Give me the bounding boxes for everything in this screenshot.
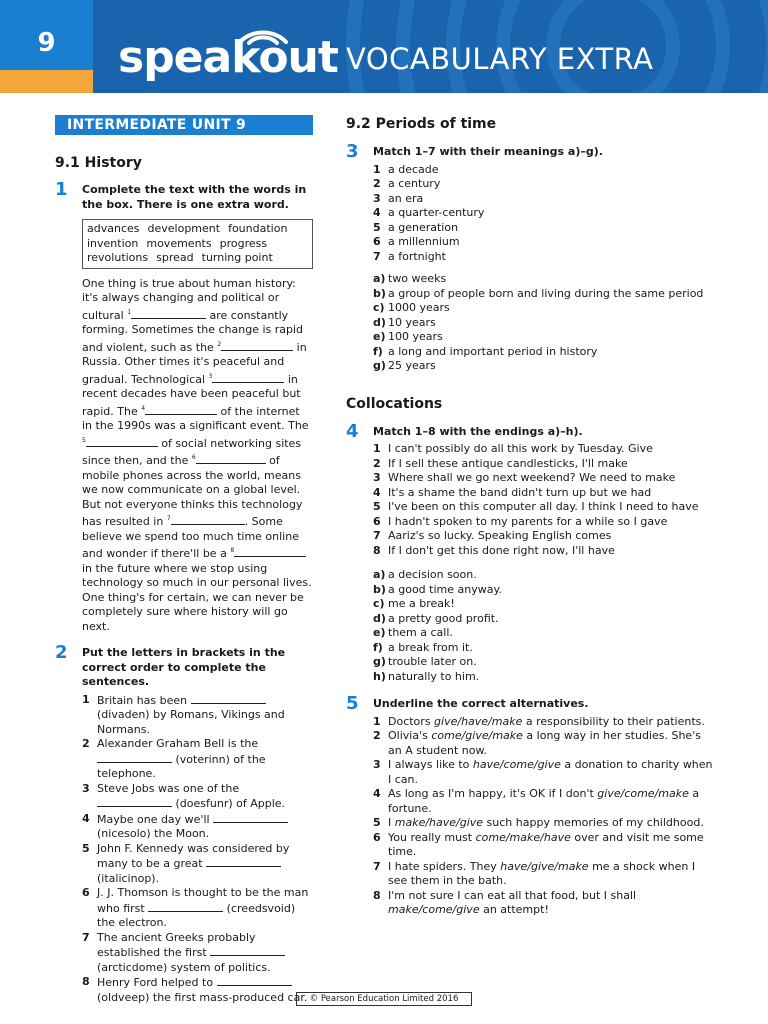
list-item <box>82 782 313 812</box>
item-text: such happy memories of my childhood. <box>483 816 704 829</box>
item-text: 100 years <box>388 330 443 343</box>
list-item <box>373 612 716 627</box>
list-item <box>373 655 716 670</box>
word-box-item: progress <box>219 236 268 250</box>
unit-color-strip <box>0 70 93 93</box>
item-text: me a shock when I see them in the bath. <box>388 859 696 887</box>
item-number: 6 <box>373 514 381 528</box>
text-segment: of mobile phones across the world, means we now communicate on a global level. But not everyone thinks this technology has resulted in <box>82 454 303 528</box>
alternatives-choice[interactable]: give/come/make <box>597 787 689 800</box>
item-letter: f) <box>373 344 383 358</box>
item-text: (creedsvoid) the electron. <box>97 901 296 929</box>
list-item <box>373 287 716 302</box>
item-text: I hadn't spoken to my parents for a while so I gave <box>388 514 668 528</box>
list-item <box>373 568 716 583</box>
gap-blank[interactable] <box>210 945 285 956</box>
exercise-rubric: Put the letters in brackets in the correct order to complete the sentences. <box>82 646 286 688</box>
left-column <box>55 115 313 1005</box>
item-text: a long way in her studies. She's an A student now. <box>388 729 701 757</box>
item-text: Maybe one day we'll <box>97 812 214 826</box>
item-number: 7 <box>373 529 381 542</box>
gap-blank[interactable] <box>213 812 288 823</box>
list-item <box>373 816 716 831</box>
item-letter: g) <box>373 359 386 372</box>
gap-blank[interactable] <box>131 308 206 319</box>
item-number: 6 <box>373 830 381 844</box>
item-number: 4 <box>373 787 381 800</box>
item-letter: b) <box>373 286 386 300</box>
text-segment: of social networking sites since then, and the <box>82 436 302 467</box>
section-title-periods: 9.2 Periods of time <box>346 116 497 132</box>
item-text: (divaden) by Romans, Vikings and Normans. <box>97 708 285 736</box>
item-letter: e) <box>373 626 386 639</box>
word-box-item: turning point <box>201 251 273 264</box>
item-text: a generation <box>388 220 459 234</box>
item-text: You really must <box>388 830 476 844</box>
text-segment: in recent decades have been peaceful but rapid. The <box>82 372 301 418</box>
text-segment: . Some believe we spend too much time online and wonder if there'll be a <box>82 515 299 560</box>
gap-number: 6 <box>191 454 196 461</box>
item-text: a decade <box>388 162 439 176</box>
exercise-number: 4 <box>346 420 359 442</box>
list-item <box>82 931 313 976</box>
item-letter: c) <box>373 597 385 610</box>
item-text: two weeks <box>388 272 447 285</box>
item-text: (oldveep) the first mass-produced car. <box>97 990 308 1004</box>
alternatives-choice[interactable]: come/make/have <box>475 830 571 844</box>
item-number: 5 <box>373 220 381 234</box>
gap-number: 7 <box>166 515 171 522</box>
text-segment: are constantly forming. Sometimes the change is rapid and violent, such as the <box>82 308 304 354</box>
exercise-rubric: Underline the correct alternatives. <box>373 697 589 710</box>
list-item <box>373 250 716 265</box>
item-letter: a) <box>373 272 386 285</box>
alternatives-choice[interactable]: make/have/give <box>394 816 484 829</box>
gap-blank[interactable] <box>145 404 217 415</box>
item-number: 2 <box>373 456 381 470</box>
list-item <box>373 345 716 360</box>
item-text: As long as I'm happy, it's OK if I don't <box>388 787 598 800</box>
gap-blank[interactable] <box>97 752 172 763</box>
item-text: I'm not sure I can eat all that food, but I shall <box>388 888 637 902</box>
item-text: I've been on this computer all day. I think I need to have <box>388 500 699 513</box>
item-text: I can't possibly do all this work by Tuesday. Give <box>388 442 653 455</box>
item-letter: b) <box>373 582 386 596</box>
exercise-number: 1 <box>55 179 68 200</box>
item-text: me a break! <box>388 597 455 610</box>
word-box-item: revolutions <box>87 251 149 264</box>
exercise-3-items <box>373 163 716 265</box>
list-item <box>82 886 313 931</box>
word-box-item: foundation <box>228 222 288 235</box>
item-number: 6 <box>82 886 90 899</box>
list-item <box>373 515 716 530</box>
item-text: a break from it. <box>388 640 473 654</box>
item-text: J. J. Thomson is thought to be the man who first <box>97 886 309 915</box>
gap-blank[interactable] <box>191 693 266 704</box>
item-number: 5 <box>373 816 381 829</box>
item-text: John F. Kennedy was considered by many to be a great <box>97 841 290 870</box>
list-item <box>373 670 716 685</box>
list-item <box>373 235 716 250</box>
item-text: If I sell these antique candlesticks, I'll make <box>388 456 628 470</box>
list-item <box>373 831 716 860</box>
item-text: Britain has been <box>97 693 191 707</box>
item-text: 25 years <box>388 359 436 372</box>
item-letter: f) <box>373 640 383 654</box>
item-text: (doesfunr) of Apple. <box>172 797 286 810</box>
alternatives-choice[interactable]: give/have/make <box>434 714 523 728</box>
word-box-item: movements <box>146 236 212 250</box>
item-text: 1000 years <box>388 301 450 314</box>
item-text: Henry Ford helped to <box>97 976 217 989</box>
item-text: naturally to him. <box>388 669 480 683</box>
item-text: a fortnight <box>388 249 446 263</box>
list-item <box>373 529 716 544</box>
item-text: a group of people born and living during the same period <box>388 286 704 300</box>
item-letter: g) <box>373 655 386 668</box>
section-title-history: 9.1 History <box>55 155 142 171</box>
gap-number: 4 <box>141 404 146 412</box>
gap-blank[interactable] <box>97 796 172 807</box>
page-title: VOCABULARY EXTRA <box>346 42 654 76</box>
item-text: (nicesolo) the Moon. <box>97 827 210 840</box>
item-number: 7 <box>373 249 381 263</box>
text-segment: of the internet in the 1990s was a significant event. The <box>82 404 309 432</box>
item-text: Doctors <box>388 714 435 728</box>
list-item <box>82 737 313 782</box>
copyright-footer: © Pearson Education Limited 2016 <box>296 992 472 1006</box>
item-text: I <box>388 816 395 829</box>
item-text: It's a shame the band didn't turn up but we had <box>388 485 652 499</box>
list-item <box>373 301 716 316</box>
list-item <box>373 860 716 889</box>
exercise-5 <box>346 693 716 918</box>
exercise-5-items <box>373 715 716 918</box>
gap-number: 3 <box>208 372 213 380</box>
item-text: a donation to charity when I can. <box>388 758 713 786</box>
item-text: a responsibility to their patients. <box>522 714 705 728</box>
item-letter: d) <box>373 611 386 625</box>
gap-blank[interactable] <box>206 856 281 867</box>
exercise-4 <box>346 420 716 685</box>
exercise-1 <box>55 179 313 634</box>
unit-banner: INTERMEDIATE UNIT 9 <box>55 115 313 135</box>
item-text: over and visit me some time. <box>388 830 704 858</box>
list-item <box>373 758 716 787</box>
item-number: 8 <box>373 888 381 902</box>
list-item <box>82 812 313 842</box>
gap-number: 2 <box>217 340 222 348</box>
gap-blank[interactable] <box>171 514 245 525</box>
item-number: 3 <box>82 781 90 795</box>
item-text: a century <box>388 177 441 190</box>
list-item <box>373 486 716 501</box>
word-box-item: invention <box>87 236 139 250</box>
item-text: I always like to <box>388 758 473 771</box>
exercise-2-list <box>82 693 313 1006</box>
list-item <box>373 597 716 612</box>
item-letter: a) <box>373 568 386 581</box>
item-number: 6 <box>373 235 381 248</box>
item-text: The ancient Greeks probably established the first <box>97 930 256 959</box>
exercise-number: 2 <box>55 642 68 663</box>
item-text: a quarter-century <box>388 206 485 219</box>
speakout-logo <box>118 34 338 82</box>
gap-blank[interactable] <box>148 901 223 912</box>
gap-blank[interactable] <box>86 436 158 447</box>
list-item <box>373 641 716 656</box>
item-text: a fortune. <box>388 787 700 815</box>
item-number: 4 <box>82 811 90 825</box>
item-number: 1 <box>373 162 381 176</box>
item-number: 1 <box>373 714 381 728</box>
word-box-item: development <box>147 222 221 235</box>
page-header <box>0 0 768 93</box>
alternatives-choice[interactable]: come/give/make <box>431 729 523 742</box>
item-number: 7 <box>82 930 90 944</box>
exercise-rubric: Match 1–7 with their meanings a)–g). <box>373 145 603 158</box>
item-text: trouble later on. <box>388 655 477 668</box>
gap-blank[interactable] <box>196 453 266 464</box>
exercise-number: 3 <box>346 141 359 162</box>
item-number: 7 <box>373 859 381 873</box>
gap-number: 1 <box>127 308 132 316</box>
item-number: 8 <box>82 975 90 988</box>
exercise-4-items <box>373 442 716 558</box>
item-number: 4 <box>373 485 381 499</box>
item-text: If I don't get this done right now, I'll have <box>388 543 615 557</box>
item-text: an attempt! <box>479 903 549 916</box>
item-text: Aariz's so lucky. Speaking English comes <box>388 529 612 542</box>
list-item <box>82 842 313 887</box>
list-item <box>373 583 716 598</box>
list-item <box>373 221 716 236</box>
list-item <box>373 471 716 486</box>
list-item <box>373 177 716 192</box>
item-number: 5 <box>82 841 90 855</box>
item-number: 3 <box>373 758 381 771</box>
word-box <box>82 219 313 269</box>
item-number: 8 <box>373 543 381 557</box>
item-text: (italicinop). <box>97 871 160 885</box>
gap-blank[interactable] <box>221 340 293 351</box>
list-item <box>373 889 716 918</box>
item-text: a good time anyway. <box>388 582 502 596</box>
item-text: them a call. <box>388 626 453 639</box>
item-text: Where shall we go next weekend? We need to make <box>388 471 676 484</box>
item-text: Alexander Graham Bell is the <box>97 737 259 750</box>
exercise-rubric: Complete the text with the words in the box. There is one extra word. <box>82 183 307 211</box>
item-number: 1 <box>82 692 90 706</box>
text-segment: One thing is true about human history: it's always changing and political or cultural <box>82 276 296 322</box>
list-item <box>373 192 716 207</box>
item-number: 5 <box>373 500 381 513</box>
item-text: an era <box>388 191 424 205</box>
item-letter: e) <box>373 330 386 343</box>
alternatives-choice[interactable]: have/give/make <box>500 859 589 873</box>
list-item <box>373 544 716 559</box>
item-text: Olivia's <box>388 729 432 742</box>
item-text: (voterinn) of the telephone. <box>97 752 266 780</box>
word-box-item: advances <box>87 222 140 235</box>
right-column <box>346 115 716 918</box>
list-item <box>373 500 716 515</box>
list-item <box>373 163 716 178</box>
alternatives-choice[interactable]: make/come/give <box>388 903 480 916</box>
item-number: 1 <box>373 442 381 455</box>
list-item <box>373 359 716 374</box>
item-number: 3 <box>373 471 381 484</box>
list-item <box>373 442 716 457</box>
list-item <box>373 330 716 345</box>
list-item <box>82 693 313 738</box>
list-item <box>373 626 716 641</box>
list-item <box>373 787 716 816</box>
exercise-rubric: Match 1–8 with the endings a)–h). <box>373 424 583 438</box>
item-letter: d) <box>373 315 386 329</box>
item-text: a millennium <box>388 235 460 248</box>
list-item <box>373 206 716 221</box>
gap-number: 8 <box>230 547 235 554</box>
alternatives-choice[interactable]: have/come/give <box>472 758 561 771</box>
item-text: (arcticdome) system of politics. <box>97 960 271 974</box>
list-item <box>82 975 313 1005</box>
exercise-3-meanings <box>373 272 716 374</box>
exercise-2 <box>55 642 313 1005</box>
logo-text-out: out <box>258 32 338 83</box>
exercise-4-endings <box>373 568 716 684</box>
item-number: 3 <box>373 191 381 205</box>
text-segment: in the future where we stop using technology so much in our personal lives. One thing's for certain, we can never be completely sure where history will go next. <box>82 561 312 633</box>
gap-blank[interactable] <box>234 546 306 557</box>
list-item <box>373 272 716 287</box>
item-number: 2 <box>373 177 381 190</box>
item-text: a long and important period in history <box>388 344 598 358</box>
item-text: Steve Jobs was one of the <box>97 781 240 795</box>
item-text: 10 years <box>388 315 436 329</box>
list-item <box>373 316 716 331</box>
word-box-item: spread <box>156 251 194 264</box>
item-letter: c) <box>373 301 385 314</box>
item-text: I hate spiders. They <box>388 859 501 873</box>
item-text: a decision soon. <box>388 568 477 581</box>
item-number: 2 <box>82 737 90 750</box>
gap-blank[interactable] <box>212 372 284 383</box>
section-title-collocations: Collocations <box>346 395 443 412</box>
item-letter: h) <box>373 669 386 683</box>
list-item <box>373 729 716 758</box>
list-item <box>373 457 716 472</box>
item-text: a pretty good profit. <box>388 611 499 625</box>
text-segment: in Russia. Other times it's peaceful and gradual. Technological <box>82 340 307 386</box>
item-number: 2 <box>373 729 381 742</box>
unit-number: 9 <box>37 28 56 58</box>
logo-text-speak: speak <box>118 32 259 83</box>
gap-number: 5 <box>82 436 86 444</box>
item-number: 4 <box>373 206 381 219</box>
gap-fill-text <box>82 277 313 635</box>
exercise-number: 5 <box>346 693 359 714</box>
exercise-3 <box>346 141 716 374</box>
gap-blank[interactable] <box>217 975 292 986</box>
list-item <box>373 715 716 730</box>
